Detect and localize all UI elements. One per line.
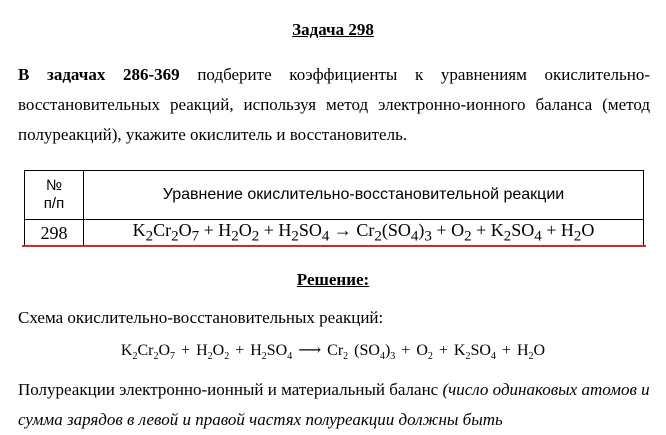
- intro-text: подберите коэффициенты к уравнениям окислительно-восстановительных реакций, используя метод электронно-ионного баланса (метод полуреакций), укажите окислитель и восстановитель.: [18, 65, 650, 144]
- reaction-equation-cell: $K_2Cr_2O_7 + H_2O_2 + H_2SO_4 \to Cr_2(SO_4)_3 + O_2 + K_2SO_4 + H_2O$: [84, 220, 644, 247]
- task-table: [24, 170, 644, 247]
- task-title: Задача 298: [292, 20, 374, 39]
- task-intro-paragraph: [18, 60, 650, 150]
- header-number-abbrev: п/п: [43, 195, 65, 212]
- row-number-cell: 298: [25, 220, 84, 247]
- half-reactions-paragraph: [18, 375, 658, 435]
- spellcheck-underline: [22, 245, 646, 247]
- header-number-symbol: №: [45, 177, 63, 194]
- scheme-label: Схема окислительно-восстановительных реакций:: [18, 308, 384, 327]
- table-header-row: [25, 171, 644, 220]
- table-row: [25, 220, 644, 247]
- half-reactions-italic-note: (число одинаковых атомов и сумма зарядов в левой и правой частях полуреакции должны быть: [18, 380, 650, 429]
- solution-heading: Решение:: [296, 270, 370, 289]
- half-reactions-text: Полуреакции электронно-ионный и материальный баланс: [18, 380, 443, 399]
- header-number-cell: [25, 171, 84, 220]
- header-equation-cell: Уравнение окислительно-восстановительной реакции: [84, 171, 644, 220]
- reaction-scheme: $K_2Cr_2O_7 + H_2O_2 + H_2SO_4$ ⟶ $Cr_2$ $(SO_4)_3 + O_2 + K_2SO_4 + H_2O$: [120, 342, 546, 363]
- intro-bold-range: В задачах 286-369: [18, 65, 180, 84]
